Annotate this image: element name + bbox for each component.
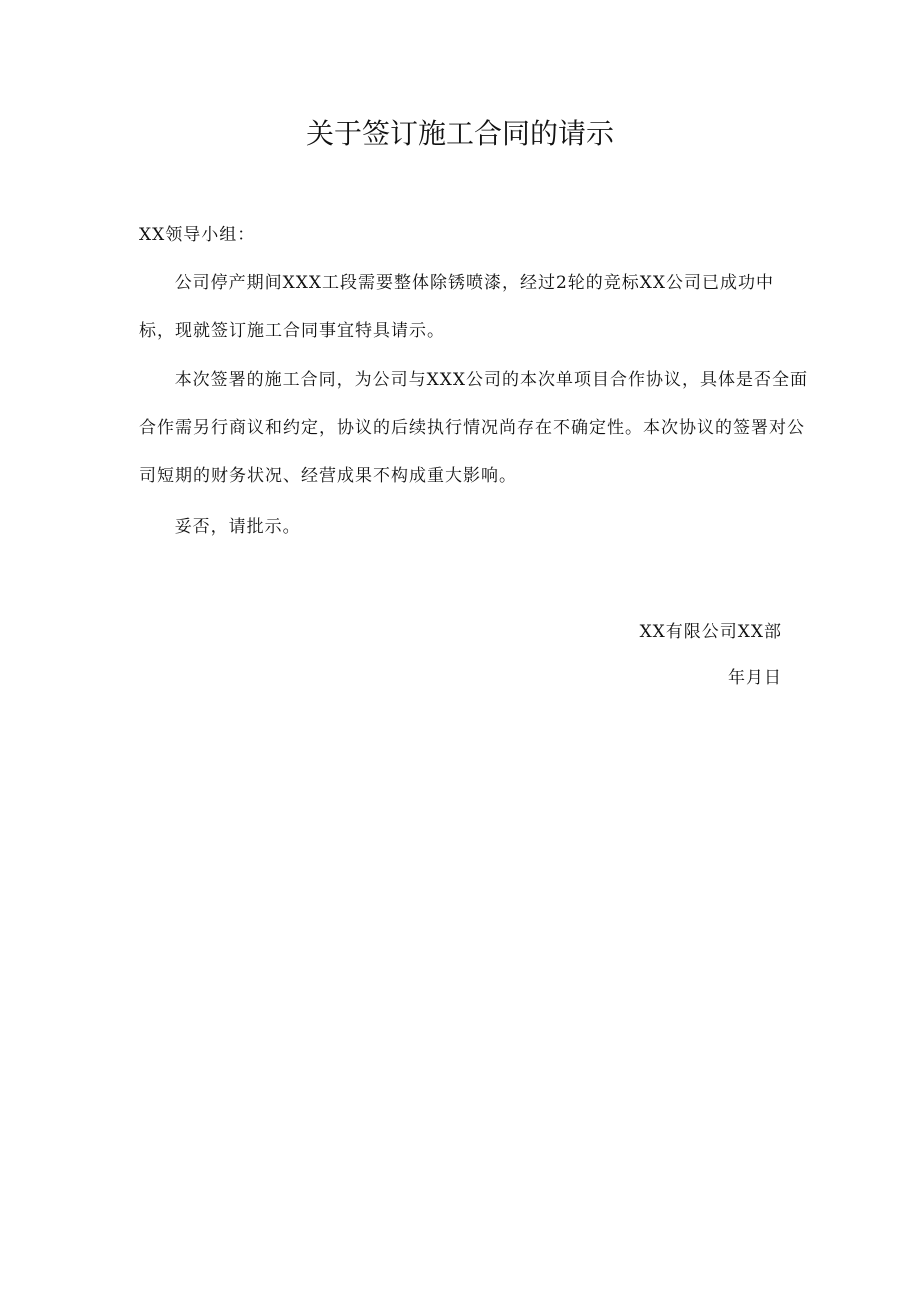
salutation: XX领导小组： — [139, 225, 256, 245]
document-title: 关于签订施工合同的请示 — [305, 117, 614, 150]
signature-organization: XX有限公司XX部 — [639, 622, 782, 642]
paragraph-request: 公司停产期间XXX工段需要整体除锈喷漆，经过2轮的竞标XX公司已成功中标，现就签订施工合同事宜特具请示。 — [139, 273, 775, 341]
signature-date: 年月日 — [728, 668, 782, 688]
paragraph-agreement: 本次签署的施工合同，为公司与XXX公司的本次单项目合作协议，具体是否全面合作需另行商议和约定，协议的后续执行情况尚存在不确定性。本次协议的签署对公司短期的财务状况、经营成果不构成重大影响。 — [139, 370, 808, 486]
paragraph-closing: 妥否，请批示。 — [174, 517, 301, 537]
